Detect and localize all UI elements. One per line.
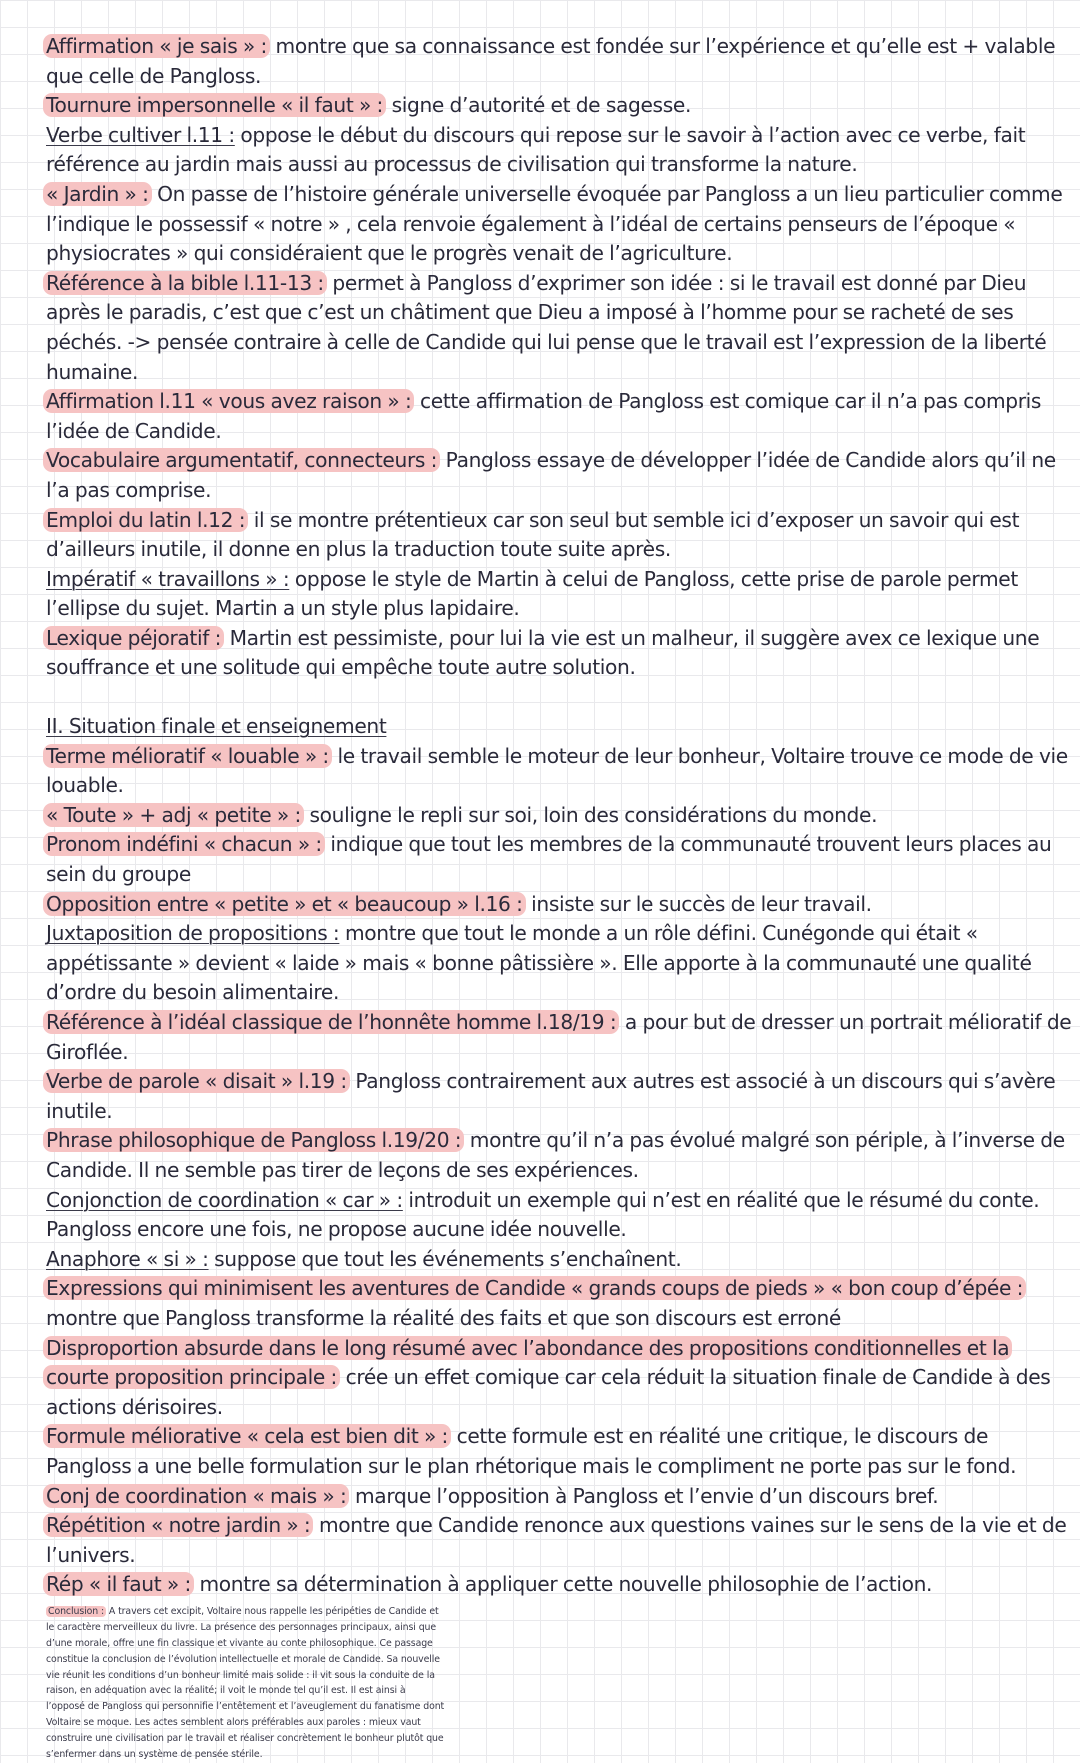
note-text: cette formule est en réalité une critique, le discours de Pangloss a une belle formulation sur le plan rhétorique mais le compliment ne porte pas sur le fond.: [46, 1424, 1017, 1478]
note-entry: [46, 387, 1072, 446]
note-entry: [46, 1186, 1072, 1245]
note-text: oppose le début du discours qui repose sur le savoir à l’action avec ce verbe, fait référence au jardin mais aussi au processus de civilisation qui transforme la nature.: [46, 122, 1026, 177]
note-text: montre que Pangloss transforme la réalité des faits et que son discours est erroné: [46, 1305, 841, 1330]
note-page: [46, 32, 1072, 1763]
note-entry: [46, 446, 1072, 505]
note-entry: [46, 830, 1072, 889]
note-term: Verbe cultiver l.11 :: [46, 122, 235, 147]
note-term: « Jardin » :: [43, 182, 152, 206]
note-term: « Toute » + adj « petite » :: [43, 803, 304, 827]
note-text: permet à Pangloss d’exprimer son idée : si le travail est donné par Dieu après le paradis, c’est que c’est un châtiment que Dieu a imposé à l’homme pour se racheté de ses péchés. -> pensée contraire à celle de Candide qui lui pense que le travail est l’expression de la liberté humaine.: [46, 270, 1047, 384]
note-entry: [46, 624, 1072, 683]
note-text: cette affirmation de Pangloss est comique car il n’a pas compris l’idée de Candide.: [46, 389, 1042, 443]
note-text: montre que tout le monde a un rôle défini. Cunégonde qui était « appétissante » devient « laide » mais « bonne pâtissière ». Elle apporte à la communauté une qualité d’ordre du besoin alimentaire.: [46, 921, 1032, 1005]
note-entry: [46, 91, 1072, 121]
analysis-part-1: [46, 32, 1072, 683]
note-term: Répétition « notre jardin » :: [43, 1513, 313, 1537]
section-title: [46, 712, 1072, 742]
note-term: Référence à l’idéal classique de l’honnête homme l.18/19 :: [43, 1010, 619, 1034]
note-entry: [46, 1067, 1072, 1126]
note-term: Anaphore « si » :: [46, 1246, 209, 1271]
note-text: introduit un exemple qui n’est en réalité que le résumé du conte. Pangloss encore une fois, ne propose aucune idée nouvelle.: [46, 1187, 1040, 1242]
note-term: Formule méliorative « cela est bien dit » :: [43, 1424, 451, 1448]
note-term: Verbe de parole « disait » l.19 :: [43, 1069, 350, 1093]
note-entry: [46, 1008, 1072, 1067]
note-text: indique que tout les membres de la communauté trouvent leurs places au sein du groupe: [46, 832, 1052, 887]
note-text: Pangloss contrairement aux autres est associé à un discours qui s’avère inutile.: [46, 1069, 1056, 1123]
note-entry: [46, 506, 1072, 565]
note-term: Référence à la bible l.11-13 :: [43, 271, 327, 295]
note-entry: [46, 1334, 1072, 1423]
note-text: crée un effet comique car cela réduit la situation finale de Candide à des actions dérisoires.: [46, 1365, 1051, 1419]
note-text: oppose le style de Martin à celui de Pangloss, cette prise de parole permet l’ellipse du sujet. Martin a un style plus lapidaire.: [46, 566, 1018, 621]
note-text: Pangloss essaye de développer l’idée de Candide alors qu’il ne l’a pas comprise.: [46, 448, 1056, 502]
note-term: Emploi du latin l.12 :: [43, 508, 248, 532]
note-text: signe d’autorité et de sagesse.: [386, 93, 692, 118]
note-term: Affirmation « je sais » :: [43, 34, 270, 58]
note-entry: [46, 1570, 1072, 1600]
conclusion-label: Conclusion :: [48, 1605, 105, 1617]
analysis-part-2: [46, 742, 1072, 1600]
note-text: suppose que tout les événements s’enchaînent.: [208, 1246, 682, 1271]
note-entry: [46, 1511, 1072, 1570]
note-text: montre que Candide renonce aux questions vaines sur le sens de la vie et de l’univers.: [46, 1513, 1067, 1567]
note-entry: [46, 890, 1072, 920]
note-term: Vocabulaire argumentatif, connecteurs :: [43, 448, 440, 472]
note-entry: [46, 919, 1072, 1008]
note-term: Conj de coordination « mais » :: [43, 1484, 349, 1508]
note-term: Phrase philosophique de Pangloss l.19/20 :: [43, 1128, 464, 1152]
note-text: souligne le repli sur soi, loin des considérations du monde.: [303, 802, 878, 827]
note-entry: [46, 1422, 1072, 1481]
note-term: Disproportion absurde dans le long résumé avec l’abondance des propositions conditionnelles et la courte proposition principale :: [43, 1336, 1012, 1390]
note-text: insiste sur le succès de leur travail.: [525, 891, 872, 916]
note-entry: [46, 1482, 1072, 1512]
note-text: Martin est pessimiste, pour lui la vie est un malheur, il suggère avex ce lexique une souffrance et une solitude qui empêche toute autre solution.: [46, 625, 1040, 680]
note-text: montre que sa connaissance est fondée sur l’expérience et qu’elle est + valable que celle de Pangloss.: [46, 34, 1056, 88]
note-entry: [46, 1126, 1072, 1185]
note-term: Terme mélioratif « louable » :: [43, 744, 332, 768]
note-entry: [46, 1274, 1072, 1333]
note-entry: [46, 742, 1072, 801]
note-entry: [46, 32, 1072, 91]
note-term: Juxtaposition de propositions :: [46, 921, 340, 946]
note-entry: [46, 269, 1072, 387]
note-term: Pronom indéfini « chacun » :: [43, 832, 325, 856]
note-entry: [46, 121, 1072, 180]
note-text: montre qu’il n’a pas évolué malgré son périple, à l’inverse de Candide. Il ne semble pas tirer de leçons de ses expériences.: [46, 1128, 1065, 1182]
note-term: Conjonction de coordination « car » :: [46, 1187, 403, 1212]
note-text: il se montre prétentieux car son seul but semble ici d’exposer un savoir qui est d’ailleurs inutile, il donne en plus la traduction toute suite après.: [46, 507, 1020, 562]
note-text: montre sa détermination à appliquer cette nouvelle philosophie de l’action.: [193, 1572, 933, 1597]
note-term: Expressions qui minimisent les aventures de Candide « grands coups de pieds » « bon coup d’épée :: [43, 1276, 1026, 1300]
note-entry: [46, 801, 1072, 831]
note-text: On passe de l’histoire générale universelle évoquée par Pangloss a un lieu particulier comme l’indique le possessif « notre » , cela renvoie également à l’idéal de certains penseurs de l’époque « physiocrates » qui considéraient que le progrès venait de l’agriculture.: [46, 181, 1063, 266]
note-text: a pour but de dresser un portrait mélioratif de Giroflée.: [46, 1010, 1072, 1064]
note-term: Rép « il faut » :: [43, 1572, 194, 1596]
note-entry: [46, 565, 1072, 624]
note-text: marque l’opposition à Pangloss et l’envie d’un discours bref.: [349, 1483, 939, 1508]
conclusion-text: A travers cet excipit, Voltaire nous rappelle les péripéties de Candide et le caractère merveilleux du livre. La présence des personnages principaux, ainsi que d’une morale, offre une fin classique et vivante au conte philosophique. Ce passage constitue la conclusion de l’évolution intellectuelle et morale de Candide. Sa nouvelle vie réunit les conditions d’un bonheur limité mais solide : il vit sous la conduite de la raison, en adéquation avec la réalité; il voit le monde tel qu’il est. Il est ainsi à l’opposé de Pangloss qui personnifie l’entêtement et l’aveuglement du fanatisme dont Voltaire se moque. Les actes semblent alors préférables aux paroles : mieux vaut construire une civilisation par le travail et réaliser concrètement le bonheur plutôt que s’enfermer dans un système de pensée stérile.: [46, 1605, 445, 1761]
note-term: Lexique péjoratif :: [43, 626, 224, 650]
section-title-text: II. Situation finale et enseignement: [46, 714, 387, 739]
note-term: Tournure impersonnelle « il faut » :: [43, 93, 386, 117]
conclusion-paragraph: [46, 1604, 446, 1763]
note-entry: [46, 180, 1072, 269]
note-text: le travail semble le moteur de leur bonheur, Voltaire trouve ce mode de vie louable.: [46, 743, 1068, 798]
note-term: Affirmation l.11 « vous avez raison » :: [43, 389, 414, 413]
note-term: Opposition entre « petite » et « beaucoup » l.16 :: [43, 892, 526, 916]
note-entry: [46, 1245, 1072, 1275]
note-term: Impératif « travaillons » :: [46, 566, 290, 591]
